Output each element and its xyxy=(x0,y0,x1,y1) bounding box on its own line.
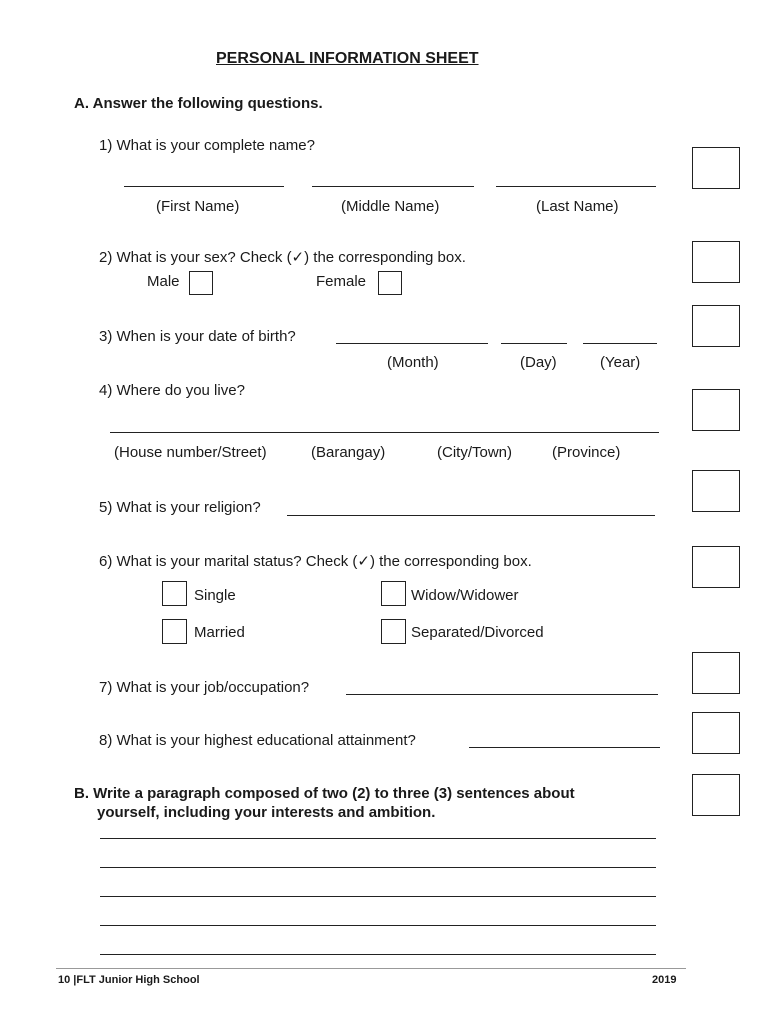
score-box-q3[interactable] xyxy=(692,305,740,347)
street-label: (House number/Street) xyxy=(114,444,267,461)
last-name-field[interactable] xyxy=(496,186,656,187)
paragraph-line-3[interactable] xyxy=(100,896,656,897)
paragraph-line-1[interactable] xyxy=(100,838,656,839)
first-name-label: (First Name) xyxy=(156,198,240,215)
footer-left: 10 |FLT Junior High School xyxy=(58,974,200,986)
footer-year: 2019 xyxy=(652,974,677,986)
score-box-q1[interactable] xyxy=(692,147,740,189)
occupation-field[interactable] xyxy=(346,694,658,695)
single-checkbox[interactable] xyxy=(162,581,187,606)
question-1: 1) What is your complete name? xyxy=(99,137,315,154)
male-checkbox[interactable] xyxy=(189,271,213,295)
religion-field[interactable] xyxy=(287,515,655,516)
middle-name-field[interactable] xyxy=(312,186,474,187)
middle-name-label: (Middle Name) xyxy=(341,198,440,215)
score-box-q7[interactable] xyxy=(692,652,740,694)
city-label: (City/Town) xyxy=(437,444,513,461)
section-b-heading-line-1: B. Write a paragraph composed of two (2) to three (3) sentences about xyxy=(74,785,575,802)
score-box-q8[interactable] xyxy=(692,712,740,754)
paragraph-line-2[interactable] xyxy=(100,867,656,868)
province-label: (Province) xyxy=(552,444,621,461)
month-label: (Month) xyxy=(387,354,439,371)
birth-year-field[interactable] xyxy=(583,343,657,344)
section-a-heading: A. Answer the following questions. xyxy=(74,95,323,112)
widow-checkbox[interactable] xyxy=(381,581,406,606)
paragraph-line-4[interactable] xyxy=(100,925,656,926)
question-8: 8) What is your highest educational attainment? xyxy=(99,732,416,749)
question-5: 5) What is your religion? xyxy=(99,499,261,516)
female-label: Female xyxy=(316,273,367,290)
footer-divider xyxy=(56,968,686,969)
year-label: (Year) xyxy=(600,354,641,371)
section-b-heading-line-2: yourself, including your interests and ambition. xyxy=(97,804,436,821)
birth-day-field[interactable] xyxy=(501,343,567,344)
education-field[interactable] xyxy=(469,747,660,748)
married-checkbox[interactable] xyxy=(162,619,187,644)
page-title: PERSONAL INFORMATION SHEET xyxy=(216,50,479,67)
single-label: Single xyxy=(194,587,236,604)
male-label: Male xyxy=(147,273,180,290)
barangay-label: (Barangay) xyxy=(311,444,386,461)
question-6: 6) What is your marital status? Check (✓) the corresponding box. xyxy=(99,553,532,570)
paragraph-line-5[interactable] xyxy=(100,954,656,955)
question-3: 3) When is your date of birth? xyxy=(99,328,296,345)
question-7: 7) What is your job/occupation? xyxy=(99,679,310,696)
separated-label: Separated/Divorced xyxy=(411,624,544,641)
score-box-section-b[interactable] xyxy=(692,774,740,816)
first-name-field[interactable] xyxy=(124,186,284,187)
female-checkbox[interactable] xyxy=(378,271,402,295)
score-box-q4[interactable] xyxy=(692,389,740,431)
score-box-q5[interactable] xyxy=(692,470,740,512)
day-label: (Day) xyxy=(520,354,557,371)
score-box-q2[interactable] xyxy=(692,241,740,283)
question-4: 4) Where do you live? xyxy=(99,382,245,399)
last-name-label: (Last Name) xyxy=(536,198,619,215)
separated-checkbox[interactable] xyxy=(381,619,406,644)
address-field[interactable] xyxy=(110,432,659,433)
score-box-q6[interactable] xyxy=(692,546,740,588)
question-2: 2) What is your sex? Check (✓) the corresponding box. xyxy=(99,249,466,266)
married-label: Married xyxy=(194,624,245,641)
widow-label: Widow/Widower xyxy=(411,587,519,604)
birth-month-field[interactable] xyxy=(336,343,488,344)
